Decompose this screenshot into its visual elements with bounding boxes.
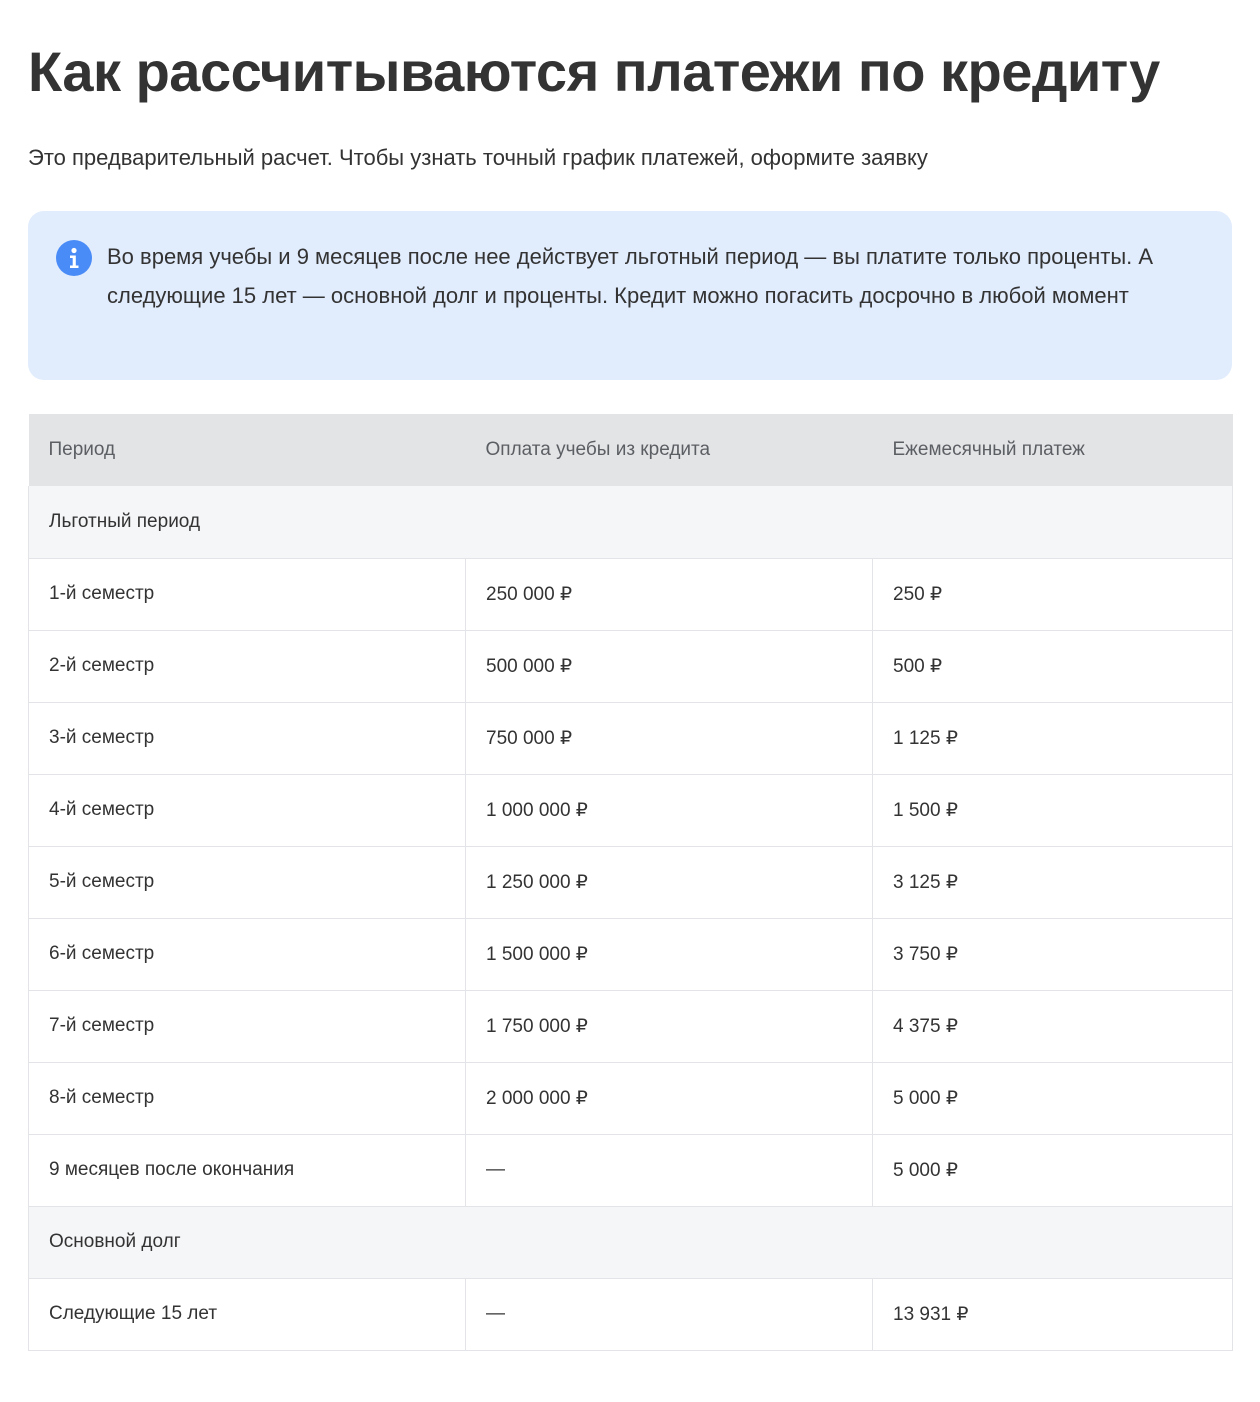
table-row bbox=[29, 774, 1233, 846]
cell-monthly-payment: 5 000 ₽ bbox=[873, 1134, 1233, 1206]
group-label: Льготный период bbox=[29, 486, 1233, 558]
cell-period: 1-й семестр bbox=[29, 558, 466, 630]
column-header-period: Период bbox=[29, 414, 466, 486]
table-row bbox=[29, 1278, 1233, 1350]
cell-monthly-payment: 250 ₽ bbox=[873, 558, 1233, 630]
table-header-row bbox=[29, 414, 1233, 486]
cell-tuition: 1 750 000 ₽ bbox=[466, 990, 873, 1062]
cell-monthly-payment: 1 125 ₽ bbox=[873, 702, 1233, 774]
page-subtitle: Это предварительный расчет. Чтобы узнать точный график платежей, оформите заявку bbox=[28, 145, 928, 170]
column-header-tuition: Оплата учебы из кредита bbox=[466, 414, 873, 486]
cell-monthly-payment: 4 375 ₽ bbox=[873, 990, 1233, 1062]
table-row bbox=[29, 918, 1233, 990]
cell-tuition: 1 000 000 ₽ bbox=[466, 774, 873, 846]
group-row-principal bbox=[29, 1206, 1233, 1278]
table-row bbox=[29, 1134, 1233, 1206]
table-row bbox=[29, 1062, 1233, 1134]
cell-tuition: 1 500 000 ₽ bbox=[466, 918, 873, 990]
cell-period: 3-й семестр bbox=[29, 702, 466, 774]
group-label: Основной долг bbox=[29, 1206, 1233, 1278]
cell-period: 5-й семестр bbox=[29, 846, 466, 918]
table-row bbox=[29, 846, 1233, 918]
cell-monthly-payment: 5 000 ₽ bbox=[873, 1062, 1233, 1134]
group-row-grace-period bbox=[29, 486, 1233, 558]
cell-tuition: — bbox=[466, 1134, 873, 1206]
column-header-monthly-payment: Ежемесячный платеж bbox=[873, 414, 1233, 486]
table-row bbox=[29, 630, 1233, 702]
info-icon bbox=[56, 240, 92, 276]
cell-tuition: 500 000 ₽ bbox=[466, 630, 873, 702]
cell-monthly-payment: 500 ₽ bbox=[873, 630, 1233, 702]
cell-period: 2-й семестр bbox=[29, 630, 466, 702]
table-row bbox=[29, 702, 1233, 774]
cell-tuition: — bbox=[466, 1278, 873, 1350]
cell-period: 8-й семестр bbox=[29, 1062, 466, 1134]
cell-monthly-payment: 3 750 ₽ bbox=[873, 918, 1233, 990]
table-row bbox=[29, 558, 1233, 630]
cell-tuition: 750 000 ₽ bbox=[466, 702, 873, 774]
cell-tuition: 250 000 ₽ bbox=[466, 558, 873, 630]
payments-table bbox=[28, 414, 1233, 1351]
cell-monthly-payment: 3 125 ₽ bbox=[873, 846, 1233, 918]
cell-period: 4-й семестр bbox=[29, 774, 466, 846]
table-row bbox=[29, 990, 1233, 1062]
cell-period: 6-й семестр bbox=[29, 918, 466, 990]
cell-monthly-payment: 1 500 ₽ bbox=[873, 774, 1233, 846]
cell-period: 9 месяцев после окончания bbox=[29, 1134, 466, 1206]
page-title: Как рассчитываются платежи по кредиту bbox=[28, 40, 1160, 103]
cell-monthly-payment: 13 931 ₽ bbox=[873, 1278, 1233, 1350]
cell-tuition: 2 000 000 ₽ bbox=[466, 1062, 873, 1134]
cell-period: Следующие 15 лет bbox=[29, 1278, 466, 1350]
info-text: Во время учебы и 9 месяцев после нее действует льготный период — вы платите только проценты. А следующие 15 лет — основной долг и проценты. Кредит можно погасить досрочно в любой момент bbox=[107, 244, 1154, 308]
info-callout bbox=[28, 211, 1232, 380]
cell-tuition: 1 250 000 ₽ bbox=[466, 846, 873, 918]
cell-period: 7-й семестр bbox=[29, 990, 466, 1062]
